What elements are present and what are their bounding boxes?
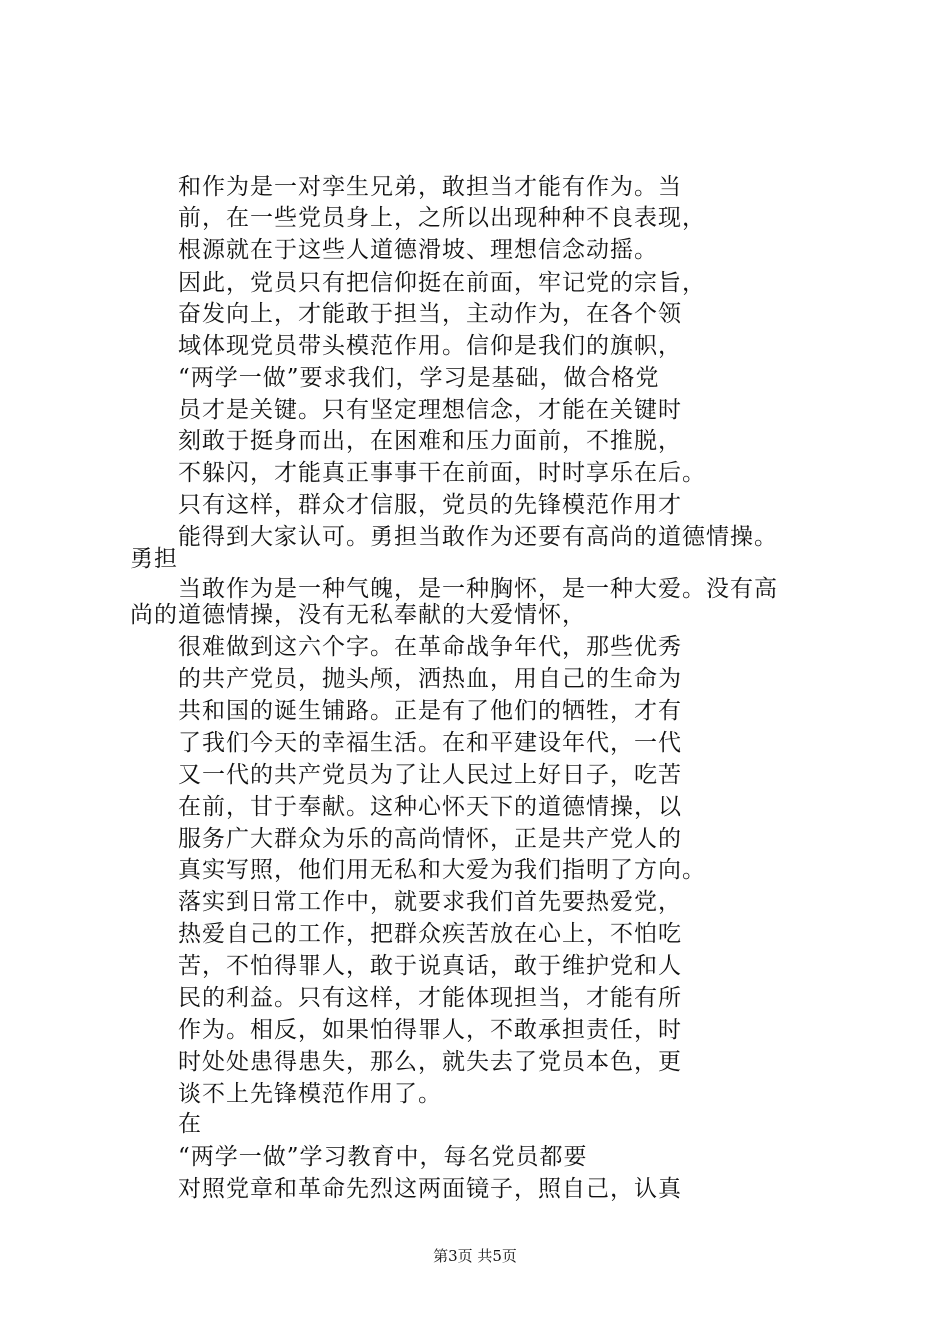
text-line: 奋发向上，才能敢于担当，主动作为，在各个领 bbox=[178, 301, 682, 327]
text-line: 尚的道德情操，没有无私奉献的大爱情怀， bbox=[130, 602, 586, 628]
text-line: 了我们今天的幸福生活。在和平建设年代，一代 bbox=[178, 730, 682, 756]
text-line: 作为。相反，如果怕得罪人，不敢承担责任，时 bbox=[178, 1017, 682, 1043]
text-line: 勇担 bbox=[130, 546, 178, 572]
text-line: 在 bbox=[178, 1111, 202, 1137]
text-line: “两学一做”要求我们，学习是基础，做合格党 bbox=[178, 365, 660, 391]
text-line: 和作为是一对孪生兄弟，敢担当才能有作为。当 bbox=[178, 174, 682, 200]
text-line: 谈不上先锋模范作用了。 bbox=[178, 1081, 442, 1107]
text-line: 前，在一些党员身上，之所以出现种种不良表现， bbox=[178, 205, 706, 231]
text-line: “两学一做”学习教育中，每名党员都要 bbox=[178, 1144, 588, 1170]
text-line: 共和国的诞生铺路。正是有了他们的牺牲，才有 bbox=[178, 698, 682, 724]
text-line: 真实写照，他们用无私和大爱为我们指明了方向。 bbox=[178, 857, 706, 883]
text-line: 域体现党员带头模范作用。信仰是我们的旗帜， bbox=[178, 333, 682, 359]
text-line: 对照党章和革命先烈这两面镜子，照自己，认真 bbox=[178, 1176, 682, 1202]
text-line: 时处处患得患失，那么，就失去了党员本色，更 bbox=[178, 1049, 682, 1075]
text-line: 当敢作为是一种气魄，是一种胸怀，是一种大爱。没有高 bbox=[178, 576, 778, 602]
text-line: 在前，甘于奉献。这种心怀天下的道德情操，以 bbox=[178, 794, 682, 820]
text-line: 苦，不怕得罪人，敢于说真话，敢于维护党和人 bbox=[178, 953, 682, 979]
text-line: 能得到大家认可。勇担当敢作为还要有高尚的道德情操。 bbox=[178, 524, 778, 550]
text-line: 不躲闪，才能真正事事干在前面，时时享乐在后。 bbox=[178, 460, 706, 486]
text-line: 的共产党员，抛头颅，洒热血，用自己的生命为 bbox=[178, 666, 682, 692]
text-line: 员才是关键。只有坚定理想信念，才能在关键时 bbox=[178, 397, 682, 423]
text-line: 刻敢于挺身而出，在困难和压力面前，不推脱， bbox=[178, 428, 682, 454]
text-line: 因此，党员只有把信仰挺在前面，牢记党的宗旨， bbox=[178, 270, 706, 296]
text-line: 根源就在于这些人道德滑坡、理想信念动摇。 bbox=[178, 237, 658, 263]
text-line: 热爱自己的工作，把群众疾苦放在心上，不怕吃 bbox=[178, 921, 682, 947]
text-line: 民的利益。只有这样，才能体现担当，才能有所 bbox=[178, 985, 682, 1011]
text-line: 只有这样，群众才信服，党员的先锋模范作用才 bbox=[178, 492, 682, 518]
text-line: 很难做到这六个字。在革命战争年代，那些优秀 bbox=[178, 634, 682, 660]
page-number-footer: 第3页 共5页 bbox=[433, 1247, 517, 1265]
text-line: 服务广大群众为乐的高尚情怀，正是共产党人的 bbox=[178, 826, 682, 852]
text-line: 又一代的共产党员为了让人民过上好日子，吃苦 bbox=[178, 762, 682, 788]
text-line: 落实到日常工作中，就要求我们首先要热爱党， bbox=[178, 889, 682, 915]
